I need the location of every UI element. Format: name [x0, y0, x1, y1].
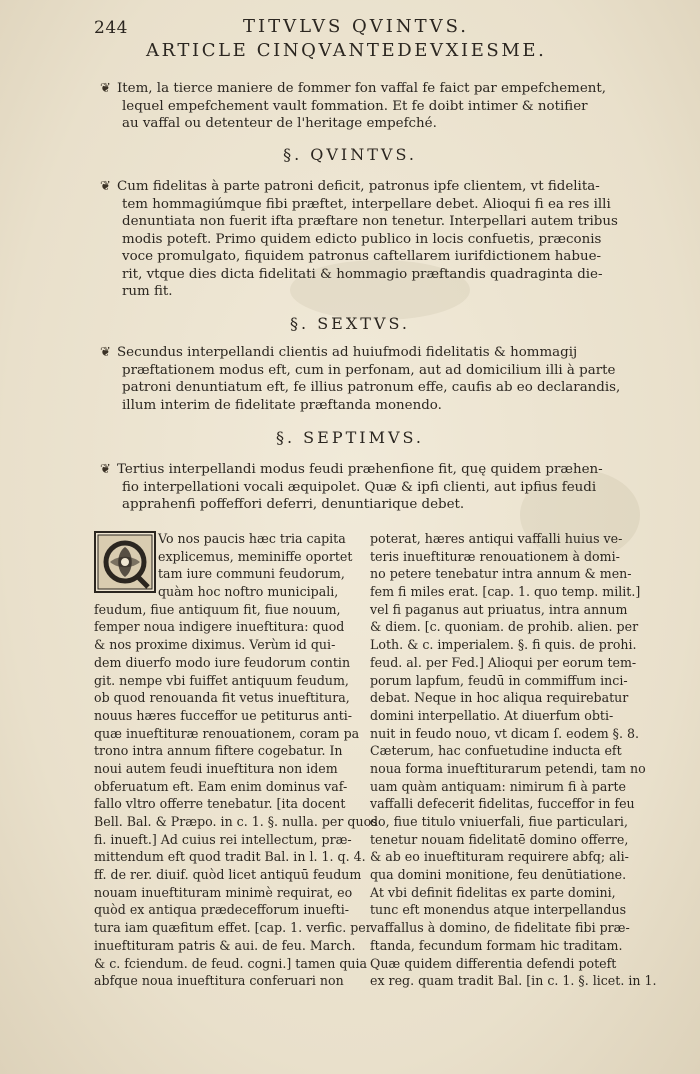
- text-line: & ab eo inueftituram requirere abfq; ali-: [370, 849, 629, 865]
- text-line: tunc eft monendus atque interpellandus: [370, 902, 627, 918]
- text-line: ❦ Tertius interpellandi modus feudi præhenfione fit, quę quidem præhen-: [100, 462, 603, 477]
- text-line: At vbi definit fidelitas ex parte domini,: [370, 884, 616, 900]
- text-line: fem fi miles erat. [cap. 1. quo temp. milit.]: [370, 584, 641, 600]
- text-line: do, fiue titulo vniuerfali, fiue particulari,: [370, 814, 628, 829]
- text-line: au vaffal ou detenteur de l'heritage empefché.: [122, 116, 437, 131]
- text-line: & diem. [c. quoniam. de prohib. alien. per: [370, 619, 639, 635]
- commentary-right-column: [370, 530, 657, 990]
- running-title: TITVLVS QVINTVS.: [243, 16, 470, 37]
- text-line: vaffallus à domino, de fidelitate fibi præ-: [370, 920, 630, 936]
- article-title: ARTICLE CINQVANTEDEVXIESME.: [146, 40, 547, 61]
- text-line: dem diuerfo modo iure feudorum contin: [94, 654, 351, 670]
- pilcrow-icon: ❦: [100, 179, 111, 194]
- text-line: Vo nos paucis hæc tria capita: [158, 531, 346, 546]
- text-line: nuit in feudo nouo, vt dicam ſ. eodem §. 8.: [370, 725, 639, 741]
- section-heading-sextus: §. SEXTVS.: [290, 314, 410, 333]
- text-line: explicemus, meminiffe oportet: [158, 548, 353, 564]
- text-line: porum lapfum, feudū in commiffum inci-: [370, 672, 628, 688]
- text-line: patroni denuntiatum eft, fe illius patronum effe, caufis ab eo declarandis,: [122, 380, 621, 395]
- pilcrow-icon: ❦: [100, 345, 111, 360]
- text-line: abfque noua inueftitura conferuari non: [94, 973, 344, 989]
- section-heading-septimus: §. SEPTIMVS.: [276, 428, 424, 447]
- pilcrow-icon: ❦: [100, 81, 111, 96]
- text-line: vaffalli defecerit fidelitas, fucceffor in feu: [370, 796, 635, 812]
- text-line: domini interpellatio. At diuerfum obti-: [370, 707, 614, 723]
- text-line: Cæterum, hac confuetudine inducta eft: [370, 743, 622, 759]
- text-line: apprahenfi poffeffori deferri, denuntiarique debet.: [122, 497, 465, 512]
- text-line: fallo vltro offerre tenebatur. [ita docent: [94, 796, 346, 812]
- text-line: feud. al. per Fed.] Alioqui per eorum tem-: [370, 654, 637, 670]
- text-line: & c. fciendum. de feud. cogni.] tamen quia: [94, 955, 368, 971]
- text-line: nouus hæres fucceffor ue petiturus anti-: [94, 707, 353, 723]
- text-line: qua domini monitione, feu denūtiatione.: [370, 867, 627, 883]
- text-line: Bell. Bal. & Præpo. in c. 1. §. nulla. per quos: [94, 814, 378, 829]
- text-line: & nos proxime diximus. Verùm id qui-: [94, 637, 336, 653]
- page-number: 244: [94, 18, 128, 38]
- text-line: no petere tenebatur intra annum & men-: [370, 566, 632, 582]
- text-line: trono intra annum fiftere cogebatur. In: [94, 743, 343, 759]
- text-line: nouam inueftituram minimè requirat, eo: [94, 884, 353, 900]
- commentary-left-column: [94, 530, 378, 990]
- text-line: tura iam quæfitum effet. [cap. 1. verfic. per: [94, 920, 372, 936]
- intro-paragraph: [100, 80, 607, 133]
- text-line: rum fit.: [122, 284, 173, 299]
- text-line: ❦ Cum fidelitas à parte patroni deficit, patronus ipfe clientem, vt fidelita-: [100, 179, 600, 194]
- text-line: præftationem modus eft, cum in perfonam, aut ad domicilium illi à parte: [122, 362, 616, 378]
- text-line: lequel empefchement vault fommation. Et fe doibt intimer & notifier: [122, 98, 588, 114]
- text-line: ftanda, fecundum formam hic traditam.: [370, 937, 623, 953]
- text-line: ob quod renouanda fit vetus inueftitura,: [94, 690, 350, 706]
- text-line: feudum, fiue antiquum fit, fiue nouum,: [94, 601, 341, 617]
- text-line: tem hommagiúmque fibi præftet, interpellare debet. Alioqui fi ea res illi: [122, 196, 611, 212]
- text-line: rit, vtque dies dicta fidelitati & hommagio præftandis quadraginta die-: [122, 266, 603, 282]
- section-septimus-text: [100, 461, 604, 514]
- text-line: denuntiata non fuerit ifta præftare non tenetur. Interpellari autem tribus: [122, 214, 618, 229]
- text-line: Loth. & c. imperialem. §. fi quis. de prohi.: [370, 637, 637, 653]
- drop-cap-lines: [94, 530, 356, 601]
- text-line: quæ inueftituræ renouationem, coram pa: [94, 725, 360, 741]
- text-line: uam quàm antiquam: nimirum fi à parte: [370, 778, 626, 794]
- text-line: ff. de rer. diuif. quòd licet antiquū feudum: [94, 867, 362, 883]
- text-line: obferuatum eft. Eam enim dominus vaf-: [94, 778, 348, 794]
- section-heading-quintus: §. QVINTVS.: [283, 145, 417, 164]
- text-line: vel fi paganus aut priuatus, intra annum: [370, 601, 628, 617]
- text-line: teris inueftituræ renouationem à domi-: [370, 548, 620, 564]
- text-line: voce promulgato, fiquidem patronus caftellarem iurifdictionem habue-: [122, 249, 602, 264]
- text-line: noua forma inueftiturarum petendi, tam no: [370, 760, 646, 776]
- text-line: inueftituram patris & aui. de feu. March.: [94, 937, 356, 953]
- section-quintus-text: [100, 178, 618, 301]
- text-line: tenetur nouam fidelitatē domino offerre,: [370, 831, 629, 847]
- text-line: mittendum eft quod tradit Bal. in l. 1. q. 4.: [94, 849, 366, 865]
- text-line: femper noua indigere inueftitura: quod: [94, 619, 345, 635]
- text-line: ex reg. quam tradit Bal. [in c. 1. §. licet. in 1.: [370, 973, 657, 989]
- text-line: illum interim de fidelitate præftanda monendo.: [122, 397, 442, 413]
- text-line: ❦ Secundus interpellandi clientis ad huiufmodi fidelitatis & hommagij: [100, 345, 578, 360]
- section-sextus-text: [100, 344, 621, 414]
- text-line: quòd ex antiqua prædecefforum inuefti-: [94, 902, 350, 918]
- text-line: debat. Neque in hoc aliqua requirebatur: [370, 690, 629, 706]
- pilcrow-icon: ❦: [100, 462, 111, 477]
- text-line: noui autem feudi inueftitura non idem: [94, 760, 338, 776]
- text-line: fi. inueft.] Ad cuius rei intellectum, præ-: [94, 831, 352, 847]
- text-line: poterat, hæres antiqui vaffalli huius ve-: [370, 531, 623, 546]
- text-line: git. nempe vbi fuiffet antiquum feudum,: [94, 672, 349, 688]
- text-line: modis poteft. Primo quidem edicto publico in locis confuetis, præconis: [122, 231, 602, 247]
- text-line: Quæ quidem differentia defendi poteft: [370, 955, 617, 971]
- text-line: fio interpellationi vocali æquipolet. Quæ & ipfi clienti, aut ipfius feudi: [122, 479, 597, 495]
- text-line: quàm hoc noftro municipali,: [158, 584, 339, 600]
- text-line: tam iure communi feudorum,: [158, 566, 345, 582]
- text-line: ❦ Item, la tierce maniere de fommer fon vaffal fe faict par empefchement,: [100, 81, 607, 96]
